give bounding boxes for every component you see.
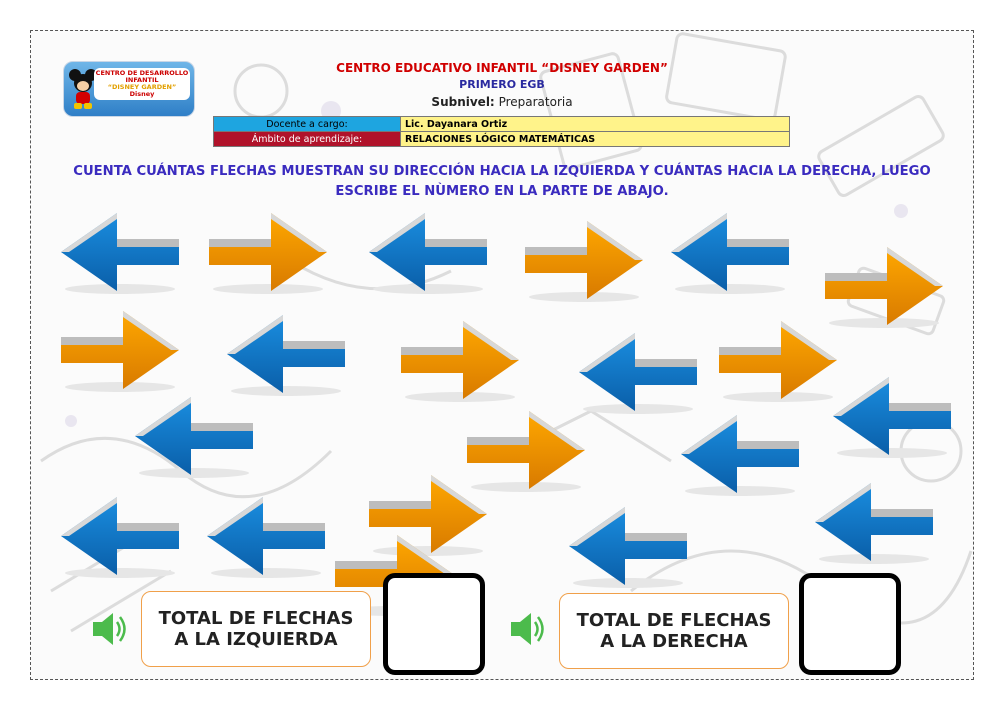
left-arrow-icon bbox=[223, 311, 349, 397]
left-arrow-icon bbox=[365, 209, 491, 295]
right-arrow-icon bbox=[521, 217, 647, 303]
right-arrow-icon bbox=[397, 317, 523, 403]
area-value: RELACIONES LÓGICO MATEMÁTICAS bbox=[401, 132, 790, 147]
teacher-value: Lic. Dayanara Ortiz bbox=[401, 117, 790, 132]
left-arrow-icon bbox=[57, 493, 183, 579]
left-arrow-icon bbox=[667, 209, 793, 295]
speaker-icon[interactable] bbox=[89, 609, 129, 649]
sublevel: Subnivel: Preparatoria bbox=[431, 95, 573, 109]
speaker-icon[interactable] bbox=[507, 609, 547, 649]
instructions: CUENTA CUÁNTAS FLECHAS MUESTRAN SU DIRECCIÓN HACIA LA IZQUIERDA Y CUÁNTAS HACIA LA DERECHA, LUEGO ESCRIBE EL NÙMERO EN LA PARTE DE ABAJO. bbox=[73, 164, 931, 199]
right-arrow-icon bbox=[205, 209, 331, 295]
worksheet bbox=[30, 30, 974, 680]
teacher-label: Docente a cargo: bbox=[214, 117, 401, 132]
left-answer-box[interactable] bbox=[383, 573, 485, 675]
left-arrow-icon bbox=[811, 479, 937, 565]
right-arrow-icon bbox=[57, 307, 183, 393]
left-arrow-icon bbox=[829, 373, 955, 459]
left-arrow-icon bbox=[57, 209, 183, 295]
school-name: CENTRO EDUCATIVO INFANTIL “DISNEY GARDEN” bbox=[336, 61, 668, 75]
total-left-label: TOTAL DE FLECHAS A LA IZQUIERDA bbox=[141, 591, 371, 667]
right-arrow-icon bbox=[715, 317, 841, 403]
left-arrow-icon bbox=[131, 393, 257, 479]
grade-title: PRIMERO EGB bbox=[459, 78, 545, 91]
info-table bbox=[213, 116, 790, 147]
left-arrow-icon bbox=[565, 503, 691, 589]
right-answer-box[interactable] bbox=[799, 573, 901, 675]
left-arrow-icon bbox=[575, 329, 701, 415]
logo-text: CENTRO DE DESARROLLO INFANTIL “DISNEY GARDEN” Disney bbox=[95, 69, 189, 98]
left-arrow-icon bbox=[677, 411, 803, 497]
left-arrow-icon bbox=[203, 493, 329, 579]
total-right-label: TOTAL DE FLECHAS A LA DERECHA bbox=[559, 593, 789, 669]
area-label: Ámbito de aprendizaje: bbox=[214, 132, 401, 147]
